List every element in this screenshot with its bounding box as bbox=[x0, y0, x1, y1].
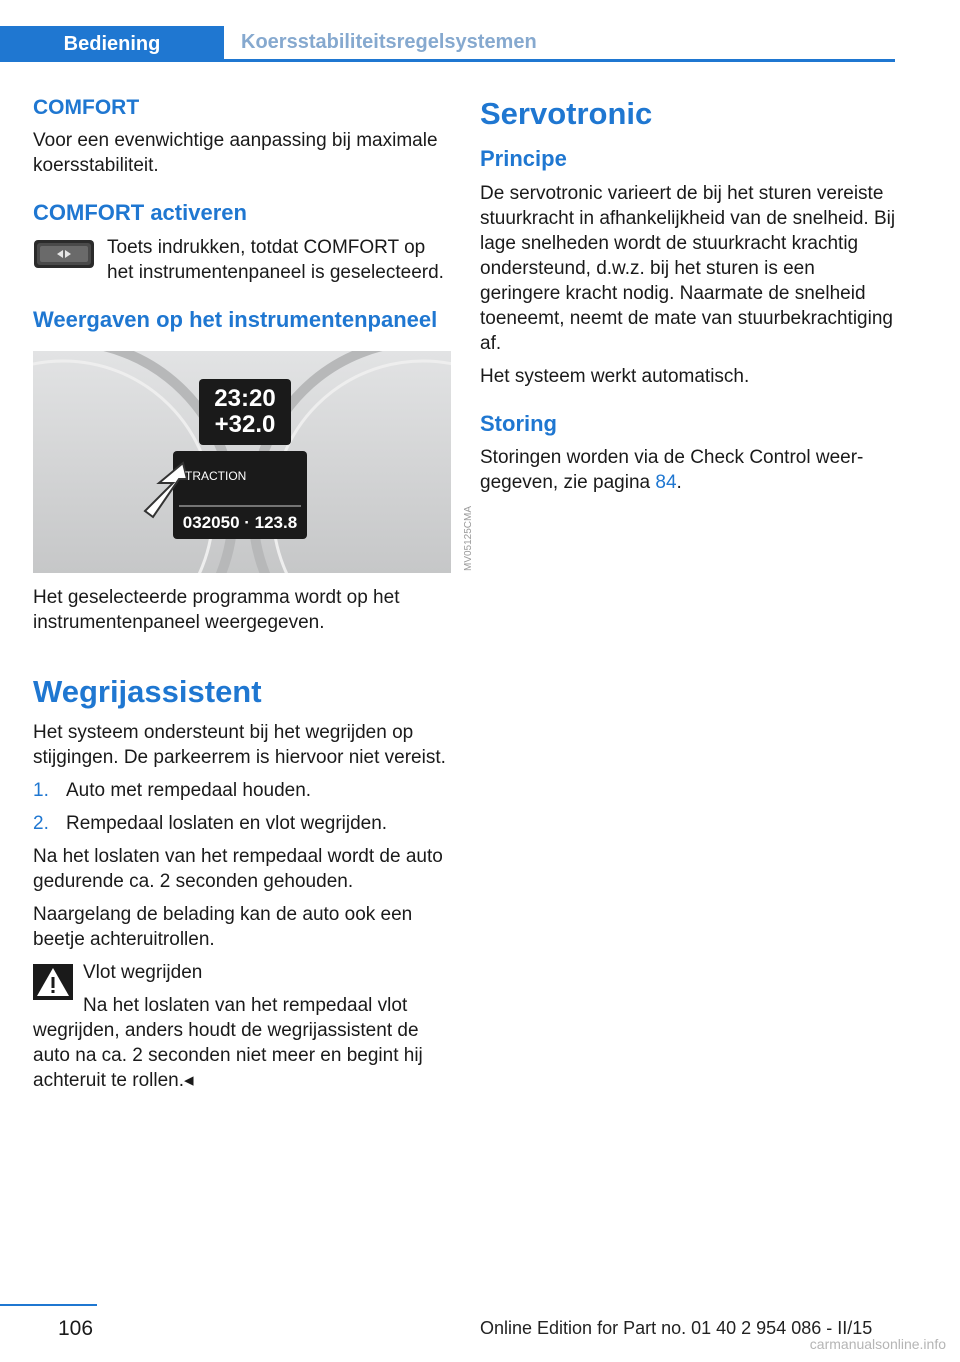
warning-block bbox=[33, 960, 451, 1093]
footer-rule bbox=[0, 1304, 97, 1306]
right-column bbox=[480, 95, 898, 495]
footer-edition: Online Edition for Part no. 01 40 2 954 086 - II/15 bbox=[480, 1318, 873, 1338]
image-code: MV05125CMA bbox=[463, 505, 474, 571]
principle-text: De servotronic varieert de bij het sturen vereiste stuurkracht in afhankelijkheid van de snelheid. Bij lage snelheden wordt de stuurkracht krachtig ondersteund, d.w.z. bij het sturen is een geringere kracht nodig. Naarmate de snelheid toeneemt, neemt de mate van stuurbekrachtiging af. bbox=[480, 182, 896, 354]
warning-text: Na het loslaten van het rempedaal vlot wegrijden, anders houdt de wegrijassistent de auto na ca. 2 seconden niet meer en begint hij achteruit te rollen.◂ bbox=[33, 995, 423, 1092]
comfort-heading: COMFORT bbox=[33, 96, 140, 119]
left-column bbox=[33, 95, 474, 1093]
activate-block bbox=[33, 235, 451, 285]
dash-temp: +32.0 bbox=[214, 410, 276, 438]
tab-koersstabiliteit[interactable]: Koersstabiliteitsregelsystemen bbox=[241, 31, 537, 53]
hill-para-1: Na het loslaten van het rempedaal wordt de auto gedurende ca. 2 seconden gehouden. bbox=[33, 846, 443, 893]
auto-text: Het systeem werkt automatisch. bbox=[480, 365, 750, 387]
hill-para-2: Naargelang de belading kan de auto ook een beetje achteruitrollen. bbox=[33, 904, 413, 951]
dash-time: 23:20 bbox=[214, 384, 276, 412]
list-item: 1. Auto met rempedaal houden. bbox=[33, 780, 312, 802]
hill-intro: Het systeem ondersteunt bij het wegrijden op stijgingen. De parkeerrem is hiervoor niet vereist. bbox=[33, 722, 446, 769]
dash-mode-label: TRACTION bbox=[185, 468, 247, 483]
page-link-84[interactable]: 84 bbox=[655, 471, 677, 493]
steps-list bbox=[33, 778, 451, 836]
page-number: 106 bbox=[58, 1317, 94, 1340]
watermark: carmanualsonline.info bbox=[809, 1336, 946, 1352]
warning-title: Vlot wegrijden bbox=[83, 962, 203, 984]
header-rule bbox=[0, 59, 895, 62]
activate-text: Toets indrukken, totdat COMFORT op het instrumentenpaneel is geselecteerd. bbox=[107, 236, 444, 283]
dsc-button-icon bbox=[33, 239, 95, 269]
comfort-text: Voor een evenwichtige aanpassing bij maximale koersstabiliteit. bbox=[33, 130, 438, 177]
activate-heading: COMFORT activeren bbox=[33, 200, 247, 226]
fault-text: Storingen worden via de Check Control weergegeven, zie pagina 84. bbox=[480, 446, 864, 493]
display-heading: Weergaven op het instrumentenpaneel bbox=[33, 306, 438, 332]
servo-heading: Servotronic bbox=[480, 96, 653, 131]
header-tabbar bbox=[0, 26, 895, 62]
dashboard-illustration bbox=[33, 351, 451, 573]
principle-heading: Principe bbox=[480, 146, 567, 172]
warning-icon bbox=[33, 964, 73, 1000]
display-caption: Het geselecteerde programma wordt op het instrumentenpaneel weergegeven. bbox=[33, 586, 400, 633]
list-item: 2. Rempedaal loslaten en vlot wegrijden. bbox=[33, 813, 388, 835]
fault-heading: Storing bbox=[480, 410, 557, 436]
hill-heading: Wegrijassistent bbox=[33, 673, 262, 709]
tab-bediening[interactable]: Bediening bbox=[0, 26, 224, 62]
dash-odometer: 032050 · 123.8 bbox=[182, 512, 298, 532]
